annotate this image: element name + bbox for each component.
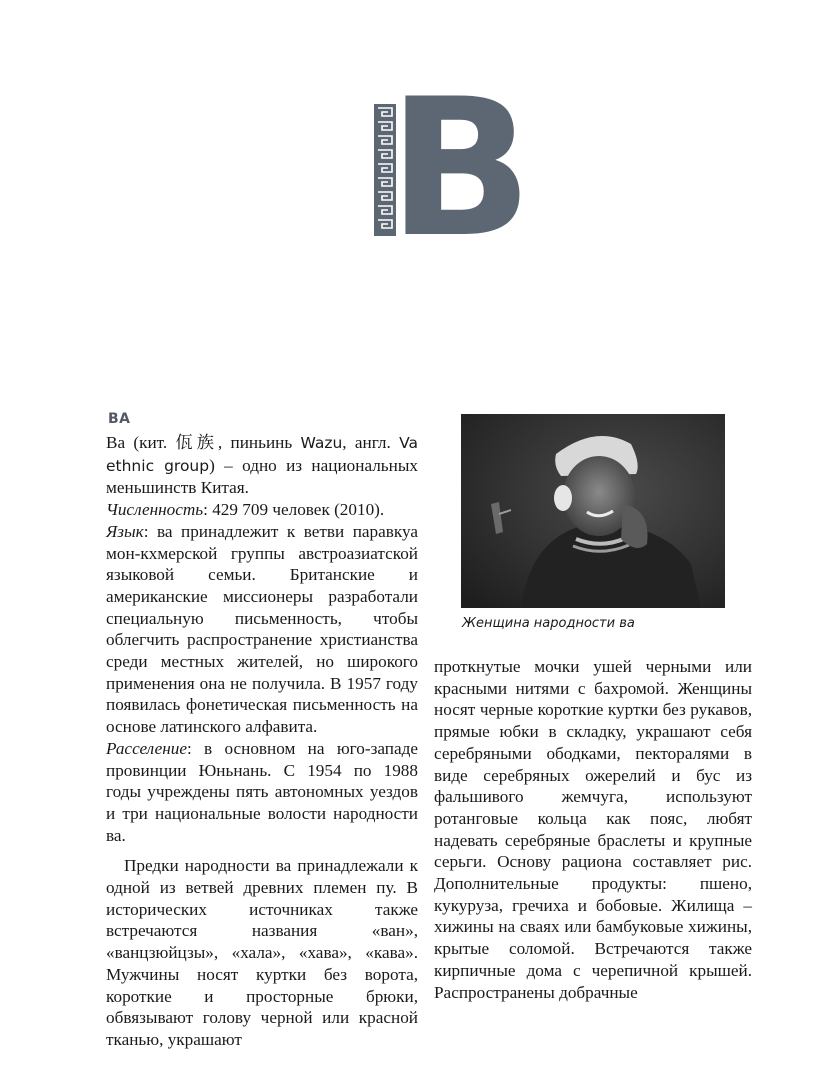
- population-label: Численность: [106, 500, 204, 520]
- chapter-initial: [374, 58, 529, 279]
- body-right-paragraph: проткнутые мочки ушей черными или красными нитями с бахромой. Женщины носят черные короткие куртки без рукавов, прямые юбки в складку, украшают себя серебряными ободками, пекторалями в виде серебряных ожерелий и бус из фальшивого жемчуга, используют ротанговые кольца как пояс, любят надевать серебряные браслеты и крупные серьги. Основу рациона составляет рис. Дополнительные продукты: пшено, кукуруза, гречиха и бобовые. Жилища – хижины на сваях или бамбуковые хижины, крытые соломой. Встречаются также кирпичные дома с черепичной крышей. Распространены добрачные: [434, 657, 752, 1002]
- language-paragraph: [106, 521, 418, 738]
- intro-prefix: Ва (кит. 佤族, пиньинь: [106, 433, 301, 452]
- language-label: Язык: [106, 521, 144, 541]
- chapter-letter: В: [388, 58, 529, 279]
- population-text: : 429 709 человек (2010).: [203, 500, 385, 520]
- language-text: : ва принадлежит к ветви паравкуа мон-кхмерской группы австроазиатской языковой семьи. Британские и американские миссионеры разработали специальную письменность, чтобы облегчить распространение христианства среди местных жителей, но широкого применения она не получила. В 1957 году появилась фонетическая письменность на основе латинского алфавита.: [106, 521, 418, 737]
- entry-heading: ВА: [108, 411, 131, 427]
- body-left-paragraph: Предки народности ва принадлежали к одной из ветвей древних племен пу. В исторических источниках также встречаются названия «ван», «ванцзюйцзы», «хала», «хава», «кава». Мужчины носят куртки без ворота, короткие и просторные брюки, обвязывают голову черной или красной тканью, украшают: [106, 856, 418, 1049]
- portrait-photo-image: [461, 414, 725, 608]
- intro-english: Va ethnic group: [106, 434, 418, 475]
- right-column: [434, 656, 752, 1003]
- photo-caption: Женщина народности ва: [462, 616, 635, 631]
- intro-suffix: ) – одно из национальных меньшинств Китая.: [106, 455, 418, 498]
- left-column: [106, 432, 418, 1051]
- intro-pinyin: Wazu: [300, 434, 343, 452]
- population-paragraph: [106, 499, 418, 521]
- portrait-photo: [461, 414, 725, 608]
- intro-mid: , англ.: [342, 433, 400, 452]
- intro-paragraph: [106, 432, 418, 499]
- settlement-text: : в основном на юго-западе провинции Юньнань. С 1954 по 1988 годы учреждены пять автономных уездов и три национальные волости народности ва.: [106, 738, 418, 845]
- settlement-label: Расселение: [106, 738, 187, 758]
- settlement-paragraph: [106, 738, 418, 847]
